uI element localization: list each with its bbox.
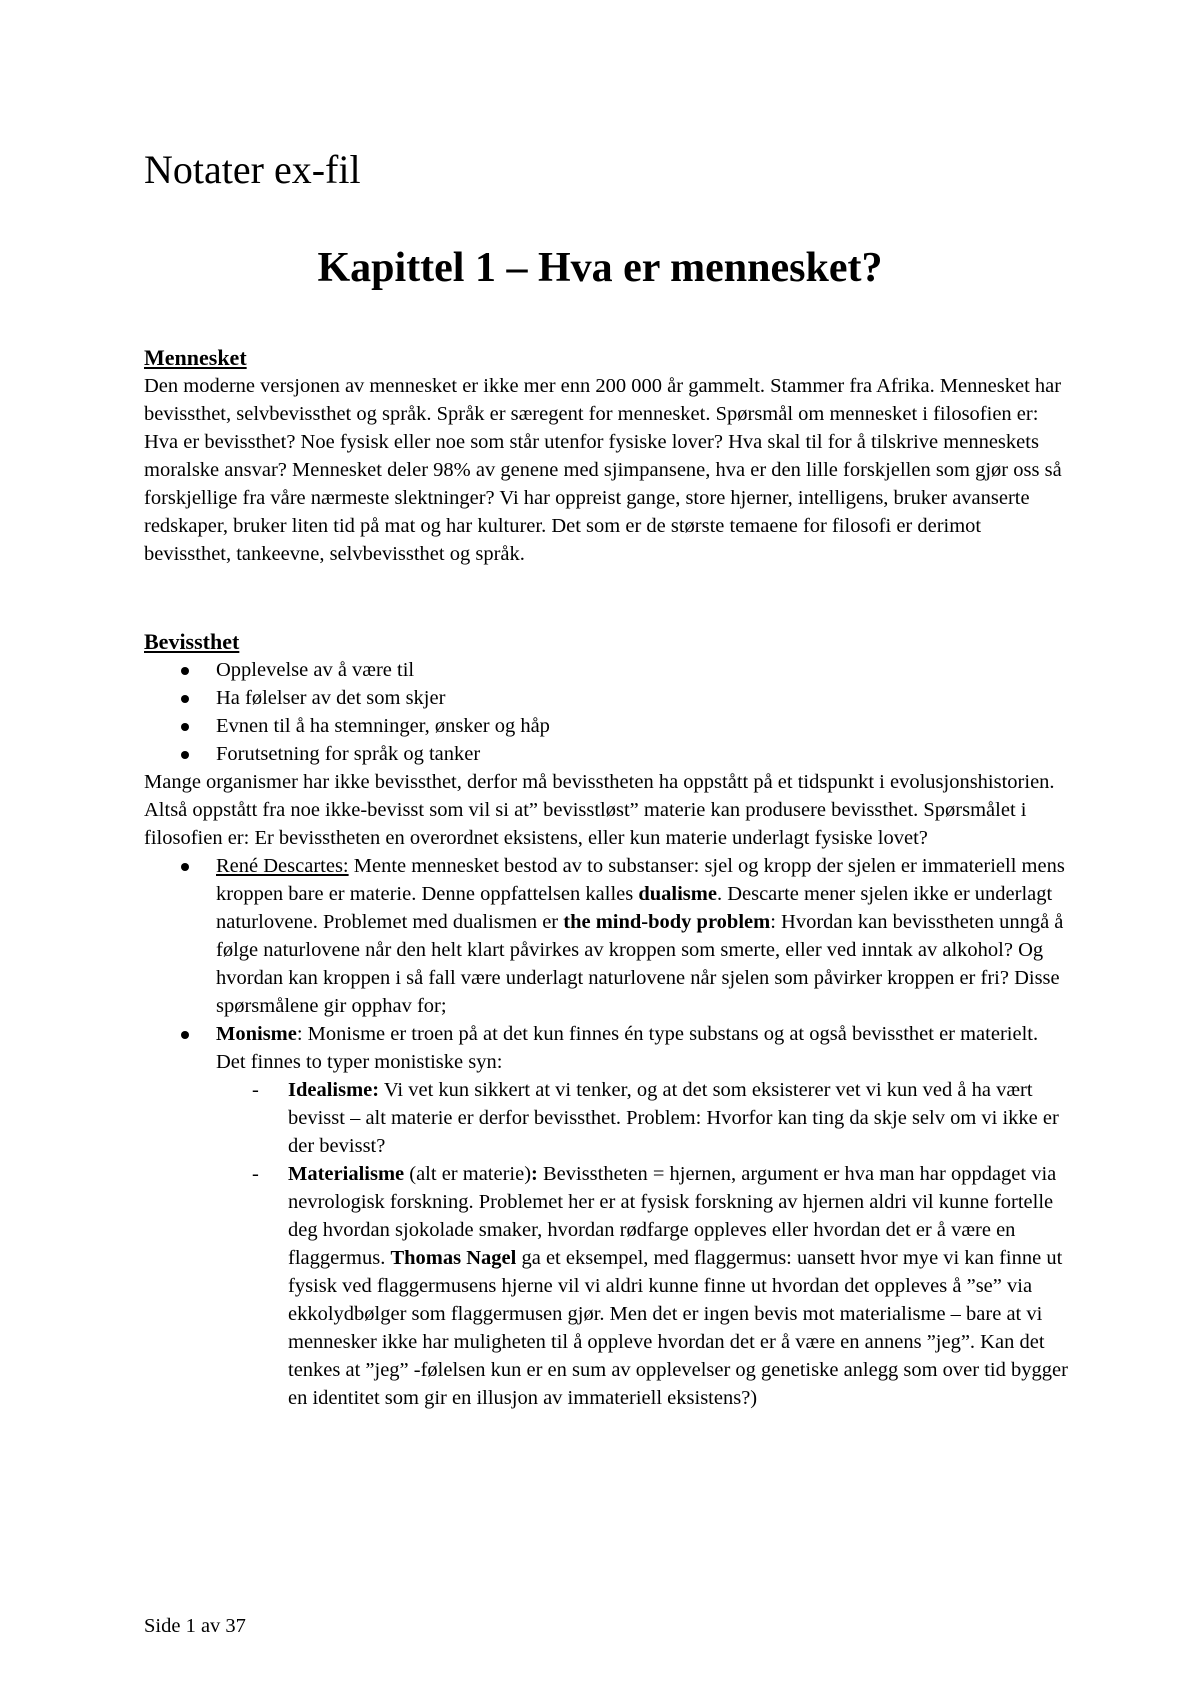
term-idealisme: Idealisme: [288, 1079, 380, 1101]
descartes-name: René Descartes: [216, 855, 349, 877]
list-item-materialisme [288, 1160, 1069, 1412]
list-item-descartes [216, 852, 1069, 1020]
term-dualisme: dualisme [638, 883, 717, 905]
section-bevissthet [144, 628, 1069, 1412]
section-heading-bevissthet: Bevissthet [144, 629, 240, 654]
descartes-text-2: . Descarte mener sjelen ikke er underlagt naturlovene. Problemet med dualismen er [216, 883, 1053, 933]
paragraph-mennesket: Den moderne versjonen av mennesket er ikke mer enn 200 000 år gammelt. Stammer fra Afrika. Mennesket har bevissthet, selvbevissthet og språk. Språk er særegent for mennesket. Spørsmål om mennesket i filosofien er: Hva er bevissthet? Noe fysisk eller noe som står utenfor fysiske lover? Hva skal til for å tilskrive menneskets moralske ansvar? Mennesket deler 98% av genene med sjimpansene, hva er den lille forskjellen som gjør oss så forskjellige fra våre nærmeste slektninger? Vi har oppreist gange, store hjerner, intelligens, bruker avanserte redskaper, bruker liten tid på mat og har kulturer. Det som er de største temaene for filosofi er derimot bevissthet, tankeevne, selvbevissthet og språk. [144, 375, 1062, 565]
philosophy-views-list [144, 852, 1069, 1412]
section-mennesket [144, 344, 1069, 568]
paragraph-bevissthet: Mange organismer har ikke bevissthet, derfor må bevisstheten ha oppstått på et tidspunkt i evolusjonshistorien. Altså oppstått fra noe ikke-bevisst som vil si at” bevisstløst” materie kan produsere bevissthet. Spørsmålet i filosofien er: Er bevisstheten en overordnet eksistens, eller kun materie underlagt fysiske lovet? [144, 771, 1055, 849]
name-thomas-nagel: Thomas Nagel [390, 1247, 517, 1269]
list-item-idealisme [288, 1076, 1069, 1160]
section-heading-mennesket: Mennesket [144, 345, 247, 370]
list-item: Opplevelse av å være til [216, 656, 1069, 684]
document-title: Notater ex-fil [144, 147, 361, 192]
chapter-title: Kapittel 1 – Hva er mennesket? [317, 245, 883, 291]
monisme-text: : Monisme er troen på at det kun finnes én type substans og at også bevissthet er materielt. Det finnes to typer monistiske syn: [216, 1023, 1039, 1073]
materialisme-text-1: Bevisstheten = hjernen, argument er hva man har oppdaget via nevrologisk forskning. Problemet her er at fysisk forskning av hjernen aldri vil kunne fortelle deg hvordan sjokolade smaker, hvordan rødfarge oppleves eller hvordan det er å være en flaggermus. [288, 1163, 1057, 1269]
term-mind-body-problem: the mind-body problem [563, 911, 771, 933]
list-item: Forutsetning for språk og tanker [216, 740, 1069, 768]
materialisme-text-2: ga et eksempel, med flaggermus: uansett hvor mye vi kan finne ut fysisk ved flaggermusens hjerne vil vi aldri kunne finne ut hvordan det oppleves å ”se” via ekkolydbølger som flaggermusen gjør. Men det er ingen bevis mot materialisme – bare at vi mennesker ikke har muligheten til å oppleve hvordan det er å være en annens ”jeg”. Kan det tenkes at ”jeg” -følelsen kun er en sum av opplevelser og genetiske anlegg som over tid bygger en identitet som gir en illusjon av immateriell eksistens?) [288, 1247, 1068, 1409]
monisme-sublist [216, 1076, 1069, 1412]
list-item: Ha følelser av det som skjer [216, 684, 1069, 712]
materialisme-colon: : [531, 1163, 538, 1185]
descartes-text-1: Mente mennesket bestod av to substanser: sjel og kropp der sjelen er immateriell mens kroppen bare er materie. Denne oppfattelsen kalles [216, 855, 1065, 905]
term-materialisme: Materialisme [288, 1163, 405, 1185]
bevissthet-bullet-list [144, 656, 1069, 768]
list-item: Evnen til å ha stemninger, ønsker og håp [216, 712, 1069, 740]
term-monisme: Monisme [216, 1023, 297, 1045]
descartes-text-3: : Hvordan kan bevisstheten unngå å følge naturlovene når den helt klart påvirkes av kroppen som smerte, eller ved inntak av alkohol? Og hvordan kan kroppen i så fall være underlagt naturlovene når sjelen som påvirker kroppen er fri? Disse spørsmålene gir opphav for; [216, 911, 1064, 1017]
page-number-footer: Side 1 av 37 [144, 1615, 246, 1637]
list-item-monisme [216, 1020, 1069, 1412]
idealisme-text: Vi vet kun sikkert at vi tenker, og at det som eksisterer vet vi kun ved å ha vært bevisst – alt materie er derfor bevissthet. Problem: Hvorfor kan ting da skje selv om vi ikke er der bevisst? [288, 1079, 1059, 1157]
materialisme-paren: (alt er materie) [404, 1163, 532, 1185]
